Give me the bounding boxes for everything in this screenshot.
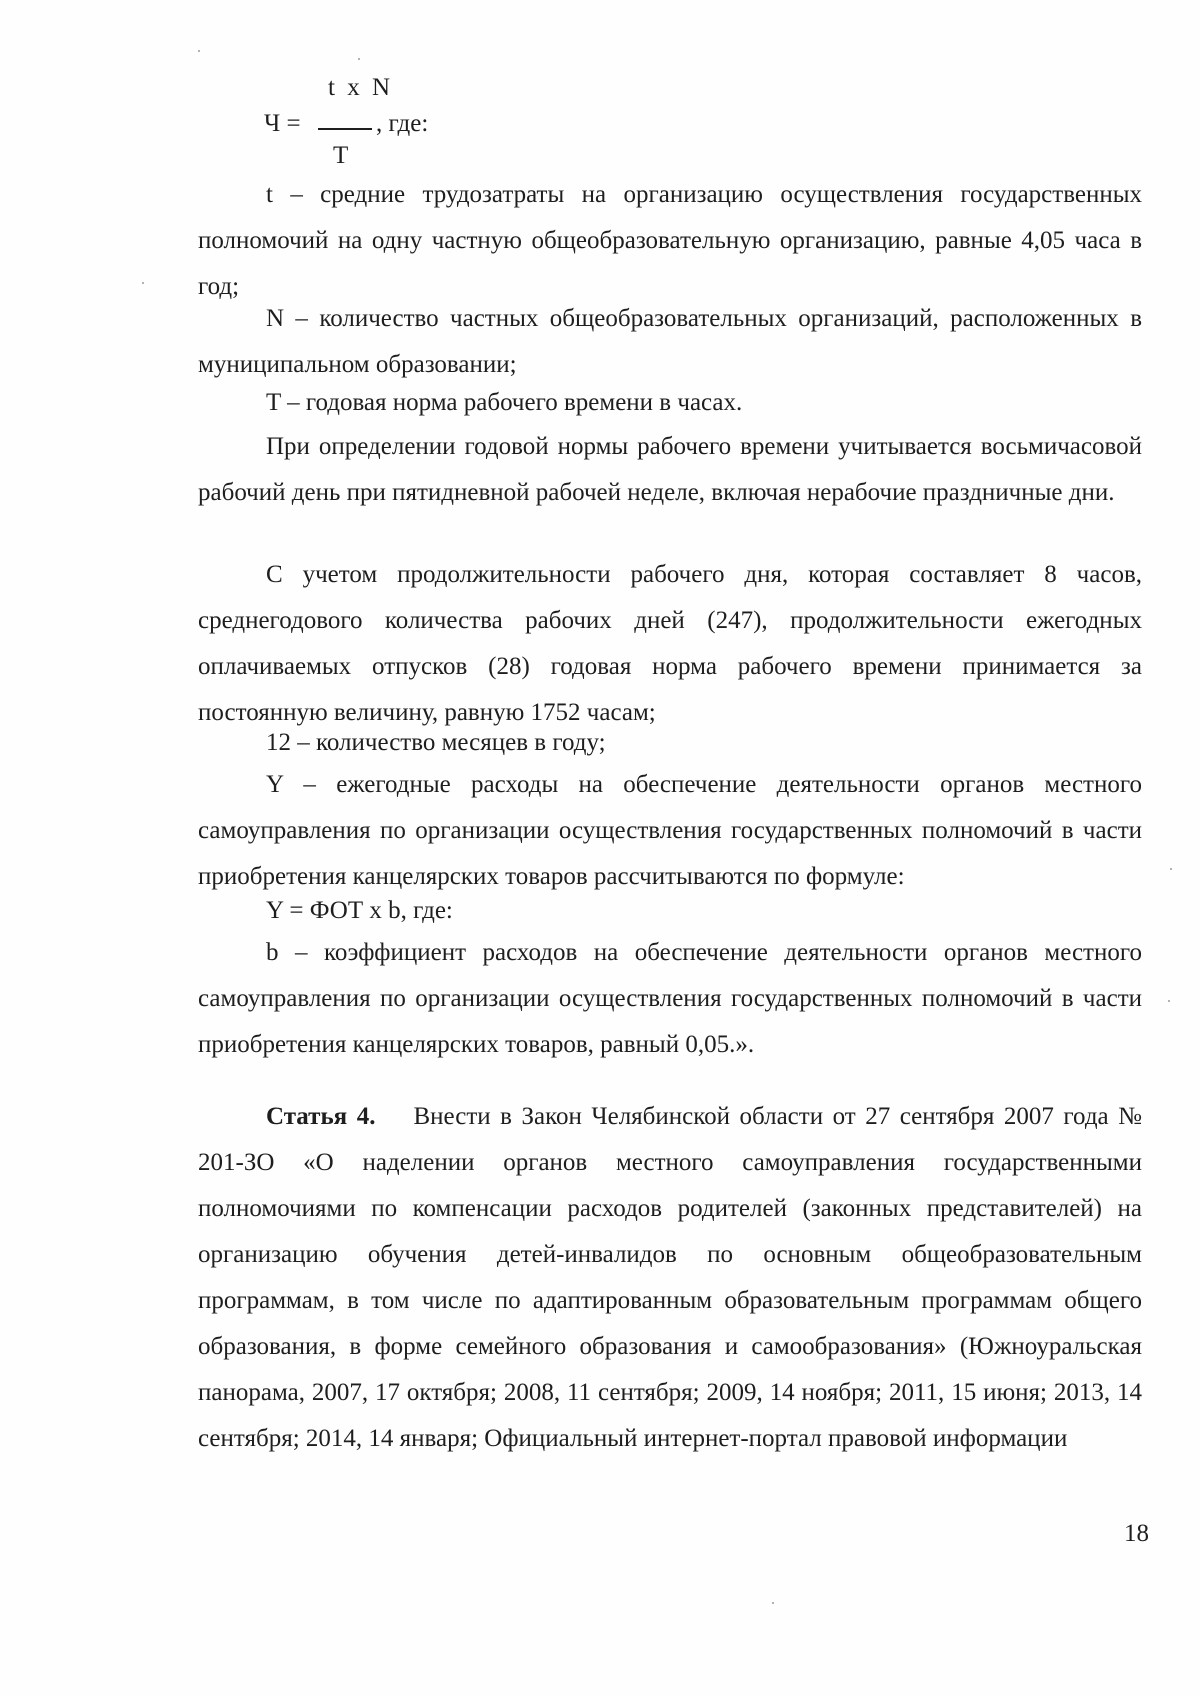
paragraph-norm: При определении годовой нормы рабочего времени учитывается восьмичасовой рабочий день при пятидневной рабочей неделе, включая нерабочие праздничные дни. <box>198 433 1142 506</box>
scan-speck <box>198 50 200 52</box>
scan-speck <box>1168 1000 1170 1002</box>
paragraph-t: t – средние трудозатраты на организацию осуществления государственных полномочий на одну частную общеобразовательную организацию, равные 4,05 часа в год; <box>198 181 1142 300</box>
scan-speck <box>358 58 360 60</box>
formula-fraction-bar <box>318 128 372 130</box>
scan-speck <box>772 1602 774 1604</box>
article-4 <box>198 1094 1142 1462</box>
formula-denominator: T <box>333 142 349 169</box>
article-label: Статья 4. <box>266 1103 376 1130</box>
paragraph-12: 12 – количество месяцев в году; <box>266 729 606 756</box>
formula-tail: , где: <box>376 110 429 137</box>
formula-y: Y = ФОТ x b, где: <box>266 897 453 924</box>
article-text: Внести в Закон Челябинской области от 27 сентября 2007 года № 201-ЗО «О наделении органов местного самоуправления государственными полномочиями по компенсации расходов родителей (законных представителей) на организацию обучения детей-инвалидов по основным общеобразовательным программам, в том числе по адаптированным образовательным программам общего образования, в форме семейного образования и самообразования» (Южноуральская панорама, 2007, 17 октября; 2008, 11 сентября; 2009, 14 ноября; 2011, 15 июня; 2013, 14 сентября; 2014, 14 января; Официальный интернет-портал правовой информации <box>198 1103 1142 1452</box>
paragraph-n: N – количество частных общеобразовательных организаций, расположенных в муниципальном образовании; <box>198 305 1142 378</box>
formula-lhs: Ч = <box>264 110 301 137</box>
scan-speck <box>142 282 144 284</box>
formula-numerator: t x N <box>328 74 393 101</box>
paragraph-count: С учетом продолжительности рабочего дня, которая составляет 8 часов, среднегодового количества рабочих дней (247), продолжительности ежегодных оплачиваемых отпусков (28) годовая норма рабочего времени принимается за постоянную величину, равную 1752 часам; <box>198 561 1142 726</box>
paragraph-y: Y – ежегодные расходы на обеспечение деятельности органов местного самоуправления по организации осуществления государственных полномочий в части приобретения канцелярских товаров рассчитываются по формуле: <box>198 771 1142 890</box>
paragraph-b: b – коэффициент расходов на обеспечение деятельности органов местного самоуправления по организации осуществления государственных полномочий в части приобретения канцелярских товаров, равный 0,05.». <box>198 939 1142 1058</box>
scan-speck <box>1170 868 1172 870</box>
paragraph-T: T – годовая норма рабочего времени в часах. <box>266 389 743 416</box>
page-number: 18 <box>1124 1520 1149 1547</box>
